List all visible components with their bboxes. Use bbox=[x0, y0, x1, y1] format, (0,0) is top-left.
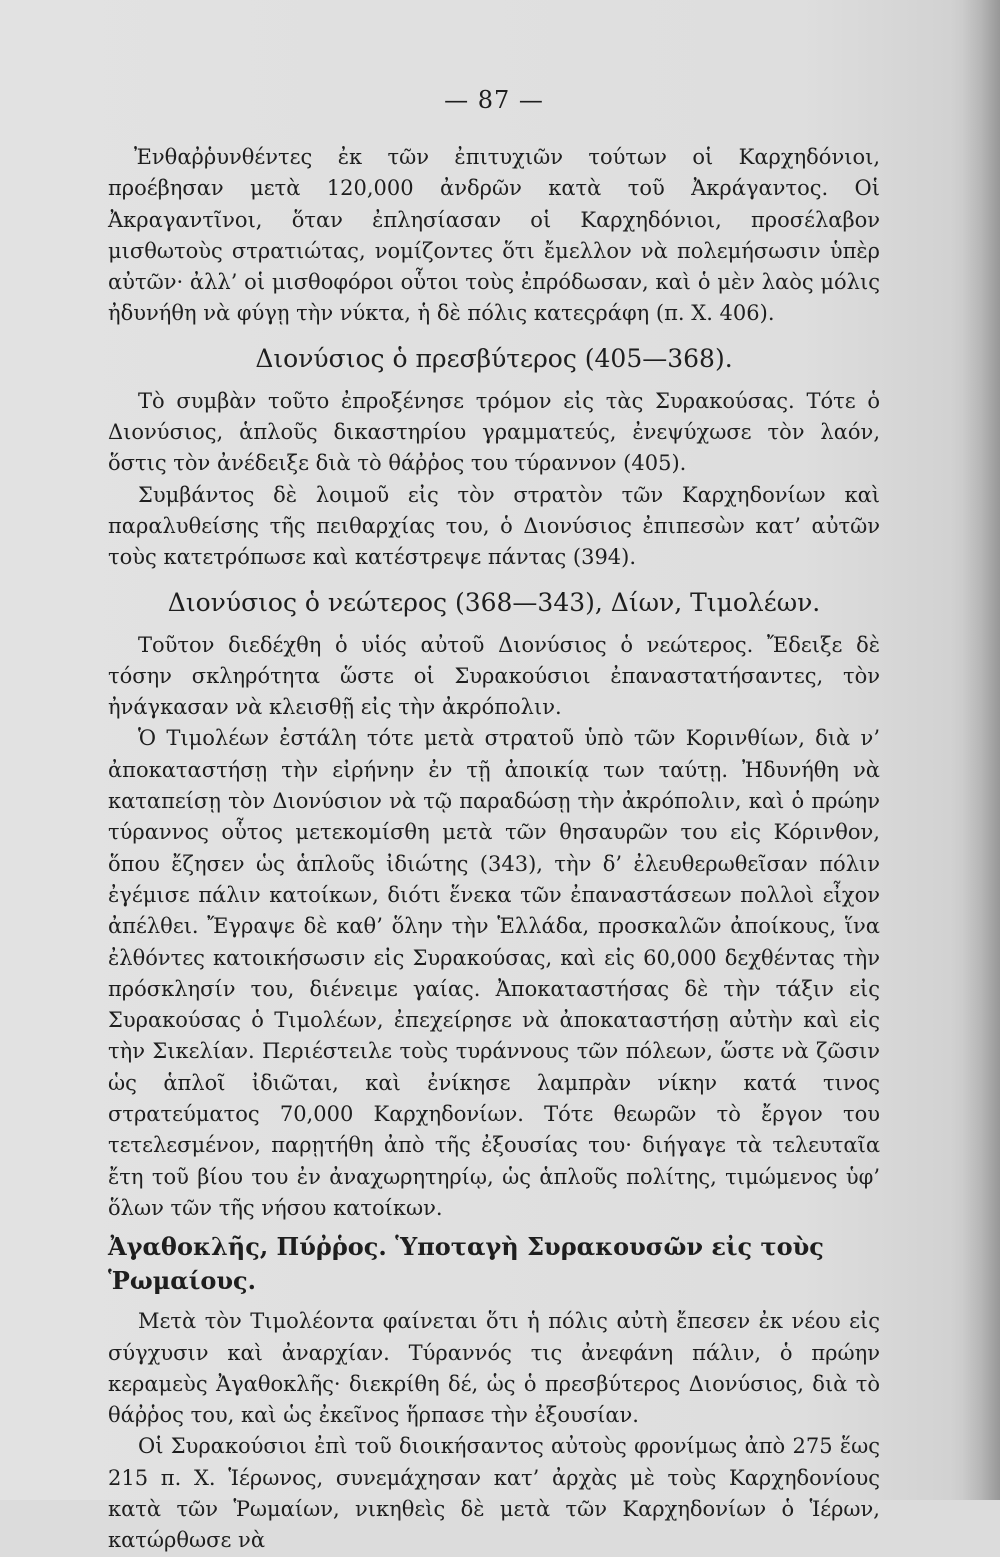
section-heading: Διονύσιος ὁ πρεσβύτερος (405—368). bbox=[255, 343, 733, 373]
paragraph: Ἐνθαῤῥυνθέντες ἐκ τῶν ἐπιτυχιῶν τούτων οἱ Καρχηδόνιοι, προέβησαν μετὰ 120,000 ἀνδρῶν κατὰ τοῦ Ἀκράγαντος. Οἱ Ἀκραγαντῖνοι, ὅταν ἐπλησίασαν οἱ Καρχηδόνιοι, προσέλαβον μισθωτοὺς στρατιώτας, νομίζοντες ὅτι ἔμελλον νὰ πολεμήσωσιν ὑπὲρ αὐτῶν· ἀλλ’ οἱ μισθοφόροι οὗτοι τοὺς ἐπρόδωσαν, καὶ ὁ μὲν λαὸς μόλις ἠδυνήθη νὰ φύγῃ τὴν νύκτα, ἡ δὲ πόλις κατεςράφη (π. Χ. 406). bbox=[108, 145, 880, 326]
section-heading: Ἀγαθοκλῆς, Πύῤῥος. Ὑποταγὴ Συρακουσῶν εἰς τοὺς Ῥωμαίους. bbox=[108, 1232, 824, 1296]
paragraph: Μετὰ τὸν Τιμολέοντα φαίνεται ὅτι ἡ πόλις αὐτὴ ἔπεσεν ἐκ νέου εἰς σύγχυσιν καὶ ἀναρχίαν. Τύραννός τις ἀνεφάνη πάλιν, ὁ πρώην κεραμεὺς Ἀγαθοκλῆς· διεκρίθη δέ, ὡς ὁ πρεσβύτερος Διονύσιος, διὰ τὸ θάῤῥος του, καὶ ὡς ἐκεῖνος ἥρπασε τὴν ἐξουσίαν. bbox=[108, 1309, 880, 1428]
section-heading: Διονύσιος ὁ νεώτερος (368—343), Δίων, Τιμολέων. bbox=[167, 587, 821, 617]
paragraph: Συμβάντος δὲ λοιμοῦ εἰς τὸν στρατὸν τῶν Καρχηδονίων καὶ παραλυθείσης τῆς πειθαρχίας του, ὁ Διονύσιος ἐπιπεσὼν κατ’ αὐτῶν τοὺς κατετρόπωσε καὶ κατέστρεψε πάντας (394). bbox=[108, 482, 880, 570]
paragraph: Τοῦτον διεδέχθη ὁ υἱός αὐτοῦ Διονύσιος ὁ νεώτερος. Ἔδειξε δὲ τόσην σκληρότητα ὥστε οἱ Συρακούσιοι ἐπαναστατήσαντες, τὸν ἠνάγκασαν νὰ κλεισθῇ εἰς τὴν ἀκρόπολιν. bbox=[108, 632, 880, 720]
paragraph: Τὸ συμβὰν τοῦτο ἐπροξένησε τρόμον εἰς τὰς Συρακούσας. Τότε ὁ Διονύσιος, ἁπλοῦς δικαστηρίου γραμματεύς, ἐνεψύχωσε τὸν λαόν, ὅστις τὸν ἀνέδειξε διὰ τὸ θάῤῥος του τύραννον (405). bbox=[108, 388, 880, 476]
paragraph: Οἱ Συρακούσιοι ἐπὶ τοῦ διοικήσαντος αὐτοὺς φρονίμως ἀπὸ 275 ἕως 215 π. Χ. Ἱέρωνος, συνεμάχησαν κατ’ ἀρχὰς μὲ τοὺς Καρχηδονίους κατὰ τῶν Ῥωμαίων, νικηθεὶς δὲ μετὰ τῶν Καρχηδονίων ὁ Ἱέρων, κατώρθωσε νὰ bbox=[108, 1434, 880, 1553]
paragraph: Ὁ Τιμολέων ἐστάλη τότε μετὰ στρατοῦ ὑπὸ τῶν Κορινθίων, διὰ ν’ ἀποκαταστήσῃ τὴν εἰρήνην ἐν τῇ ἀποικίᾳ των ταύτῃ. Ἠδυνήθη νὰ καταπείσῃ τὸν Διονύσιον νὰ τῷ παραδώσῃ τὴν ἀκρόπολιν, καὶ ὁ πρώην τύραννος οὗτος μετεκομίσθη μετὰ τῶν θησαυρῶν του εἰς Κόρινθον, ὅπου ἔζησεν ὡς ἁπλοῦς ἰδιώτης (343), τὴν δ’ ἐλευθερωθεῖσαν πόλιν ἐγέμισε πάλιν κατοίκων, διότι ἕνεκα τῶν ἐπαναστάσεων πολλοὶ εἶχον ἀπέλθει. Ἔγραψε δὲ καθ’ ὅλην τὴν Ἑλλάδα, προσκαλῶν ἀποίκους, ἵνα ἐλθόντες κατοικήσωσιν εἰς Συρακούσας, καὶ εἰς 60,000 δεχθέντας τὴν πρόσκλησίν του, διένειμε γαίας. Ἀποκαταστήσας δὲ τὴν τάξιν εἰς Συρακούσας ὁ Τιμολέων, ἐπεχείρησε νὰ ἀποκαταστήσῃ αὐτὴν καὶ εἰς τὴν Σικελίαν. Περιέστειλε τοὺς τυράννους τῶν πόλεων, ὥστε νὰ ζῶσιν ὡς ἁπλοῖ ἰδιῶται, καὶ ἐνίκησε λαμπρὰν νίκην κατά τινος στρατεύματος 70,000 Καρχηδονίων. Τότε θεωρῶν τὸ ἔργον του τετελεσμένον, παρῃτήθη ἀπὸ τῆς ἐξουσίας του· διήγαγε τὰ τελευταῖα ἔτη τοῦ βίου του ἐν ἀναχωρητηρίῳ, ὡς ἁπλοῦς πολίτης, τιμώμενος ὑφ’ ὅλων τῶν τῆς νήσου κατοίκων. bbox=[108, 726, 880, 1220]
page-number: — 87 — bbox=[444, 86, 544, 114]
page-edge-shadow bbox=[962, 0, 1000, 1500]
page-content bbox=[108, 86, 880, 1557]
